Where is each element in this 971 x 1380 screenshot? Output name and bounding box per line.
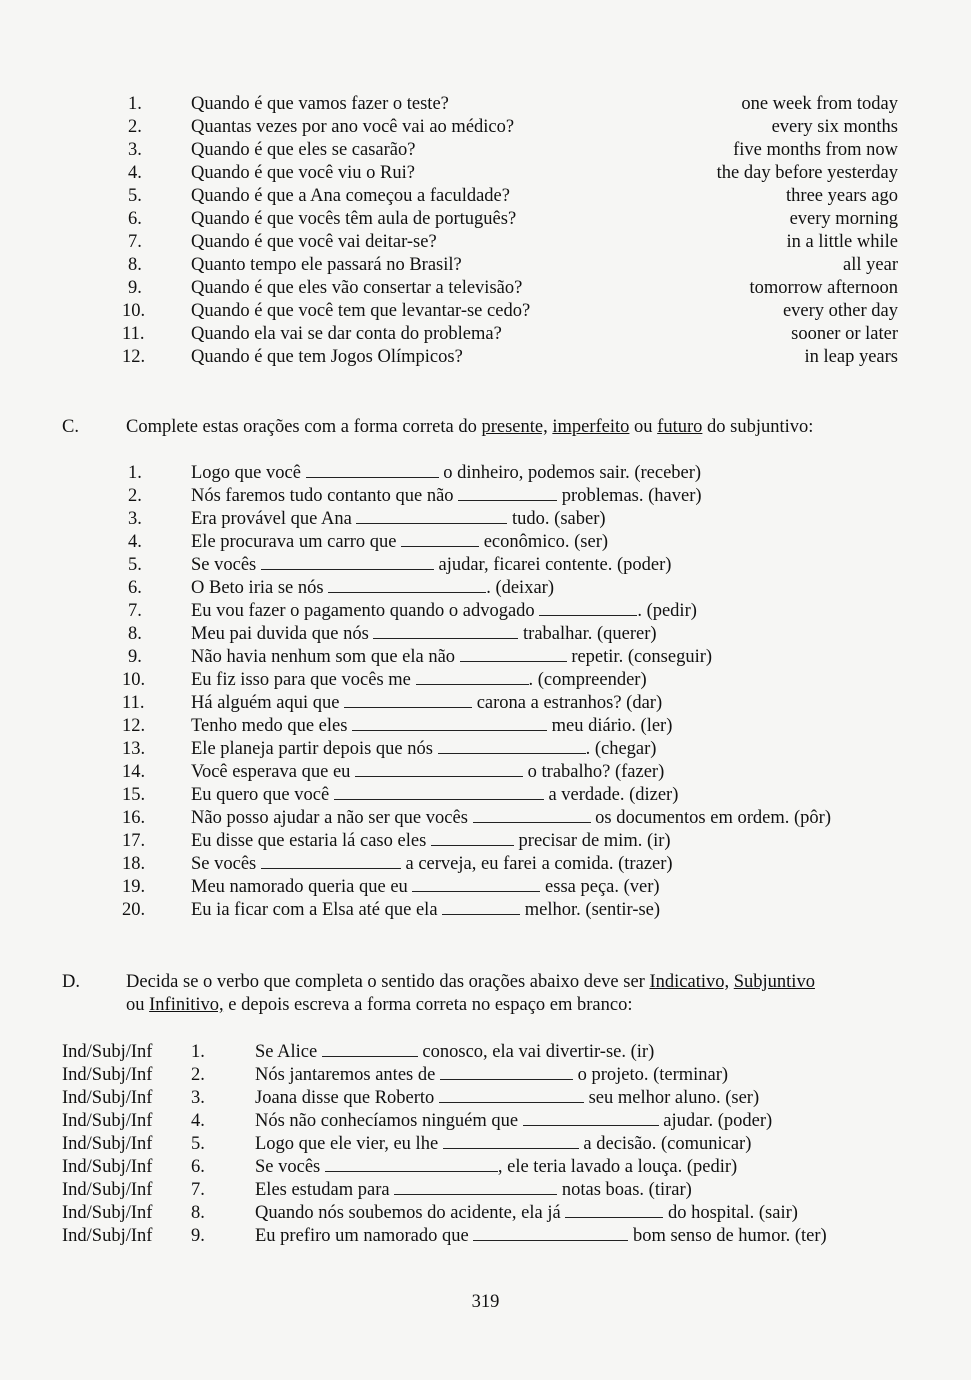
- sentence-start: Meu pai duvida que nós: [191, 624, 369, 644]
- answer-blank[interactable]: [539, 601, 637, 616]
- section-instructions: [126, 994, 633, 1016]
- list-item: [62, 1202, 798, 1224]
- item-number: 4.: [191, 1111, 205, 1131]
- sentence-start: Era provável que Ana: [191, 509, 352, 529]
- mood-options: Ind/Subj/Inf: [62, 1134, 153, 1154]
- list-item: [62, 1225, 827, 1247]
- sentence-end: econômico. (ser): [483, 532, 609, 552]
- item-number: 20.: [122, 900, 146, 920]
- list-item: [128, 485, 702, 507]
- list-item: [128, 116, 515, 138]
- list-item: [128, 623, 657, 645]
- question-text: Quando é que vocês têm aula de português?: [191, 209, 517, 229]
- item-number: 18.: [122, 854, 146, 874]
- sentence-start: Logo que você: [191, 463, 301, 483]
- sentence-end: precisar de mim. (ir): [518, 831, 671, 851]
- answer-blank[interactable]: [334, 785, 544, 800]
- instruction-text: ou: [126, 995, 150, 1015]
- sentence-end: . (chegar): [585, 739, 657, 759]
- list-item: [62, 1110, 773, 1132]
- term-indicativo: Indicativo,: [649, 972, 730, 992]
- list-item: [128, 208, 517, 230]
- mood-options: Ind/Subj/Inf: [62, 1042, 153, 1062]
- sentence-start: Há alguém aqui que: [191, 693, 340, 713]
- item-number: 2.: [128, 117, 142, 137]
- sentence-start: Se vocês: [191, 555, 257, 575]
- answer-hint: tomorrow afternoon: [749, 278, 898, 298]
- question-text: Quando é que você vai deitar-se?: [191, 232, 437, 252]
- sentence-end: os documentos em ordem. (pôr): [595, 808, 831, 828]
- item-number: 6.: [128, 578, 142, 598]
- answer-blank[interactable]: [355, 762, 523, 777]
- sentence-start: Ele procurava um carro que: [191, 532, 397, 552]
- sentence-end: do hospital. (sair): [667, 1203, 798, 1223]
- answer-blank[interactable]: [438, 739, 586, 754]
- list-item: [128, 462, 702, 484]
- list-item: [128, 277, 523, 299]
- list-item: [122, 715, 673, 737]
- sentence-start: Eu prefiro um namorado que: [255, 1226, 469, 1246]
- list-item: [122, 761, 665, 783]
- sentence-end: . (deixar): [486, 578, 554, 598]
- list-item: [62, 1064, 729, 1086]
- section-letter: D.: [62, 972, 80, 992]
- list-item: [122, 738, 657, 760]
- sentence-start: Você esperava que eu: [191, 762, 351, 782]
- sentence-start: Logo que ele vier, eu lhe: [255, 1134, 439, 1154]
- item-number: 1.: [191, 1042, 205, 1062]
- list-item: [62, 1041, 655, 1063]
- list-item: [62, 1087, 760, 1109]
- list-item: [128, 162, 415, 184]
- item-number: 3.: [128, 509, 142, 529]
- answer-hint: every other day: [782, 301, 898, 321]
- sentence-end: tudo. (saber): [512, 509, 606, 529]
- item-number: 8.: [191, 1203, 205, 1223]
- list-item: [122, 876, 660, 898]
- question-text: Quando ela vai se dar conta do problema?: [191, 324, 502, 344]
- answer-hint: all year: [843, 255, 898, 275]
- answer-blank[interactable]: [306, 463, 439, 478]
- answer-hint: every six months: [771, 117, 898, 137]
- answer-hint: three years ago: [786, 186, 898, 206]
- sentence-start: Nós jantaremos antes de: [255, 1065, 436, 1085]
- item-number: 15.: [122, 785, 146, 805]
- list-item: [122, 346, 463, 368]
- term-infinitivo: Infinitivo,: [149, 995, 224, 1015]
- instruction-text: Decida se o verbo que completa o sentido das orações abaixo deve ser: [126, 972, 650, 992]
- mood-options: Ind/Subj/Inf: [62, 1065, 153, 1085]
- section-instructions: [126, 416, 813, 438]
- list-item: [122, 300, 531, 322]
- answer-blank[interactable]: [458, 486, 557, 501]
- item-number: 2.: [191, 1065, 205, 1085]
- list-item: [128, 646, 713, 668]
- sentence-end: o dinheiro, podemos sair. (receber): [443, 463, 702, 483]
- mood-options: Ind/Subj/Inf: [62, 1226, 153, 1246]
- answer-blank[interactable]: [412, 877, 540, 892]
- list-item: [62, 1179, 692, 1201]
- mood-options: Ind/Subj/Inf: [62, 1157, 153, 1177]
- sentence-end: essa peça. (ver): [545, 877, 660, 897]
- sentence-end: ajudar. (poder): [663, 1111, 773, 1131]
- page-number: 319: [471, 1292, 500, 1312]
- section-letter: C.: [62, 417, 79, 437]
- item-number: 2.: [128, 486, 142, 506]
- answer-blank[interactable]: [473, 1226, 628, 1241]
- item-number: 19.: [122, 877, 146, 897]
- sentence-start: Tenho medo que eles: [191, 716, 348, 736]
- list-item: [122, 669, 647, 691]
- item-number: 8.: [128, 255, 142, 275]
- list-item: [128, 600, 697, 622]
- list-item: [122, 784, 679, 806]
- list-item: [122, 899, 661, 921]
- sentence-end: o projeto. (terminar): [577, 1065, 729, 1085]
- instruction-text: ou: [629, 417, 658, 437]
- item-number: 11.: [122, 324, 145, 344]
- question-text: Quando é que tem Jogos Olímpicos?: [191, 347, 463, 367]
- item-number: 3.: [128, 140, 142, 160]
- sentence-start: O Beto iria se nós: [191, 578, 324, 598]
- answer-blank[interactable]: [356, 509, 507, 524]
- sentence-start: Não havia nenhum som que ela não: [191, 647, 456, 667]
- answer-blank[interactable]: [344, 693, 472, 708]
- list-item: [62, 1133, 752, 1155]
- sentence-end: a cerveja, eu farei a comida. (trazer): [405, 854, 673, 874]
- item-number: 16.: [122, 808, 146, 828]
- sentence-start: Eu ia ficar com a Elsa até que ela: [191, 900, 438, 920]
- list-item: [128, 93, 449, 115]
- sentence-end: . (compreender): [528, 670, 647, 690]
- item-number: 4.: [128, 163, 142, 183]
- answer-blank[interactable]: [352, 716, 547, 731]
- sentence-start: Eu disse que estaria lá caso eles: [191, 831, 427, 851]
- sentence-end: ajudar, ficarei contente. (poder): [438, 555, 672, 575]
- answer-hint: five months from now: [733, 140, 898, 160]
- item-number: 12.: [122, 347, 146, 367]
- item-number: 9.: [128, 647, 142, 667]
- list-item: [128, 139, 416, 161]
- answer-hint: every morning: [789, 209, 898, 229]
- mood-options: Ind/Subj/Inf: [62, 1203, 153, 1223]
- item-number: 3.: [191, 1088, 205, 1108]
- answer-blank[interactable]: [442, 900, 520, 915]
- sentence-end: a verdade. (dizer): [548, 785, 679, 805]
- sentence-end: repetir. (conseguir): [571, 647, 713, 667]
- list-item: [128, 531, 609, 553]
- answer-blank[interactable]: [373, 624, 518, 639]
- sentence-end: notas boas. (tirar): [561, 1180, 692, 1200]
- answer-hint: the day before yesterday: [716, 163, 898, 183]
- sentence-start: Ele planeja partir depois que nós: [191, 739, 433, 759]
- sentence-start: Se vocês: [255, 1157, 321, 1177]
- question-text: Quando é que você viu o Rui?: [191, 163, 415, 183]
- sentence-start: Joana disse que Roberto: [255, 1088, 435, 1108]
- answer-blank[interactable]: [401, 532, 479, 547]
- list-item: [128, 577, 554, 599]
- answer-blank[interactable]: [261, 555, 434, 570]
- item-number: 5.: [128, 186, 142, 206]
- answer-blank[interactable]: [460, 647, 567, 662]
- term-futuro: futuro: [657, 417, 703, 437]
- sentence-end: seu melhor aluno. (ser): [588, 1088, 760, 1108]
- item-number: 14.: [122, 762, 146, 782]
- sentence-start: Se Alice: [255, 1042, 318, 1062]
- answer-hint: sooner or later: [791, 324, 898, 344]
- item-number: 1.: [128, 463, 142, 483]
- item-number: 5.: [191, 1134, 205, 1154]
- instruction-text: do subjuntivo:: [702, 417, 814, 437]
- term-imperfeito: imperfeito: [552, 417, 630, 437]
- sentence-start: Não posso ajudar a não ser que vocês: [191, 808, 468, 828]
- sentence-start: Eles estudam para: [255, 1180, 390, 1200]
- list-item: [128, 554, 672, 576]
- answer-blank[interactable]: [523, 1111, 659, 1126]
- answer-hint: in leap years: [804, 347, 898, 367]
- list-item: [128, 185, 510, 207]
- item-number: 5.: [128, 555, 142, 575]
- item-number: 1.: [128, 94, 142, 114]
- section-instructions: [126, 971, 815, 993]
- answer-blank[interactable]: [565, 1203, 663, 1218]
- sentence-end: melhor. (sentir-se): [524, 900, 661, 920]
- item-number: 13.: [122, 739, 146, 759]
- answer-hint: in a little while: [786, 232, 898, 252]
- answer-blank[interactable]: [416, 670, 529, 685]
- item-number: 9.: [191, 1226, 205, 1246]
- item-number: 12.: [122, 716, 146, 736]
- sentence-end: , ele teria lavado a louça. (pedir): [497, 1157, 738, 1177]
- term-subjuntivo: Subjuntivo: [733, 972, 815, 992]
- item-number: 7.: [191, 1180, 205, 1200]
- sentence-end: bom senso de humor. (ter): [632, 1226, 827, 1246]
- item-number: 10.: [122, 301, 146, 321]
- sentence-start: Nós não conhecíamos ninguém que: [255, 1111, 519, 1131]
- answer-blank[interactable]: [443, 1134, 579, 1149]
- question-text: Quanto tempo ele passará no Brasil?: [191, 255, 462, 275]
- mood-options: Ind/Subj/Inf: [62, 1111, 153, 1131]
- answer-blank[interactable]: [431, 831, 514, 846]
- mood-options: Ind/Subj/Inf: [62, 1088, 153, 1108]
- sentence-start: Se vocês: [191, 854, 257, 874]
- answer-blank[interactable]: [261, 854, 401, 869]
- sentence-end: trabalhar. (querer): [523, 624, 657, 644]
- list-item: [128, 231, 437, 253]
- item-number: 17.: [122, 831, 146, 851]
- sentence-start: Meu namorado queria que eu: [191, 877, 408, 897]
- item-number: 7.: [128, 232, 142, 252]
- item-number: 6.: [128, 209, 142, 229]
- sentence-start: Eu quero que você: [191, 785, 330, 805]
- list-item: [122, 853, 673, 875]
- answer-blank[interactable]: [322, 1042, 418, 1057]
- answer-blank[interactable]: [440, 1065, 573, 1080]
- sentence-end: a decisão. (comunicar): [583, 1134, 752, 1154]
- item-number: 6.: [191, 1157, 205, 1177]
- sentence-start: Nós faremos tudo contanto que não: [191, 486, 454, 506]
- instruction-text: Complete estas orações com a forma correta do: [126, 417, 482, 437]
- list-item: [122, 323, 502, 345]
- list-item: [122, 692, 663, 714]
- question-text: Quantas vezes por ano você vai ao médico?: [191, 117, 515, 137]
- sentence-end: carona a estranhos? (dar): [476, 693, 663, 713]
- item-number: 10.: [122, 670, 146, 690]
- list-item: [128, 254, 462, 276]
- answer-hint: one week from today: [741, 94, 898, 114]
- sentence-start: Eu fiz isso para que vocês me: [191, 670, 411, 690]
- answer-blank[interactable]: [325, 1157, 498, 1172]
- answer-blank[interactable]: [439, 1088, 584, 1103]
- question-text: Quando é que vamos fazer o teste?: [191, 94, 449, 114]
- sentence-end: meu diário. (ler): [551, 716, 673, 736]
- item-number: 7.: [128, 601, 142, 621]
- instruction-text: e depois escreva a forma correta no espaço em branco:: [223, 995, 633, 1015]
- item-number: 8.: [128, 624, 142, 644]
- answer-blank[interactable]: [328, 578, 486, 593]
- sentence-start: Quando nós soubemos do acidente, ela já: [255, 1203, 561, 1223]
- answer-blank[interactable]: [473, 808, 591, 823]
- list-item: [62, 1156, 738, 1178]
- question-text: Quando é que eles vão consertar a televisão?: [191, 278, 523, 298]
- sentence-end: problemas. (haver): [561, 486, 702, 506]
- list-item: [122, 807, 831, 829]
- sentence-start: Eu vou fazer o pagamento quando o advogado: [191, 601, 535, 621]
- question-text: Quando é que a Ana começou a faculdade?: [191, 186, 510, 206]
- item-number: 11.: [122, 693, 145, 713]
- item-number: 9.: [128, 278, 142, 298]
- sentence-end: . (pedir): [637, 601, 697, 621]
- question-text: Quando é que eles se casarão?: [191, 140, 416, 160]
- list-item: [122, 830, 671, 852]
- item-number: 4.: [128, 532, 142, 552]
- term-presente: presente,: [481, 417, 548, 437]
- mood-options: Ind/Subj/Inf: [62, 1180, 153, 1200]
- list-item: [128, 508, 606, 530]
- sentence-end: conosco, ela vai divertir-se. (ir): [422, 1042, 655, 1062]
- question-text: Quando é que você tem que levantar-se cedo?: [191, 301, 531, 321]
- sentence-end: o trabalho? (fazer): [527, 762, 665, 782]
- answer-blank[interactable]: [394, 1180, 557, 1195]
